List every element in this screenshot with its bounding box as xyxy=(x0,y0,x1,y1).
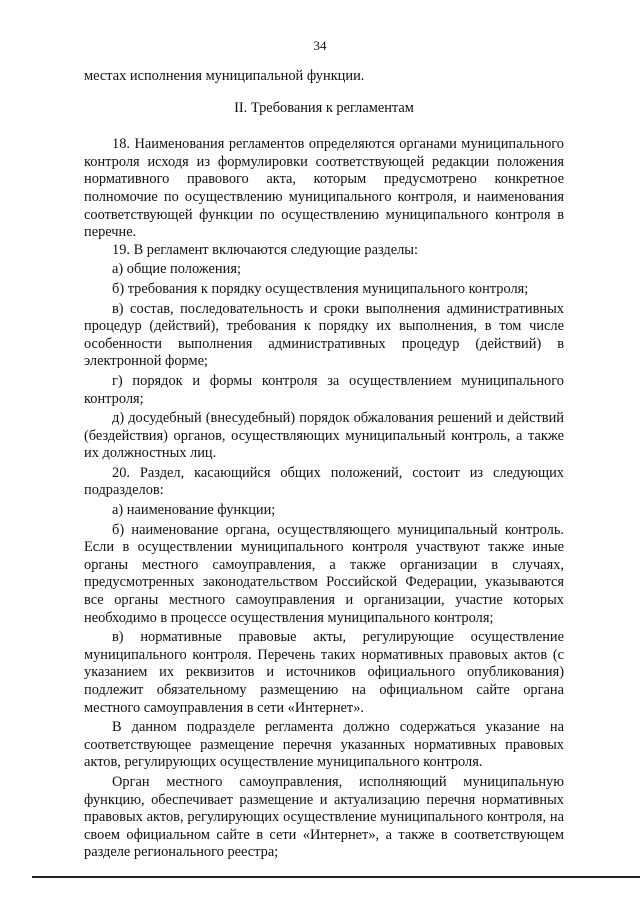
paragraph-18: 18. Наименования регламентов определяются органами муниципального контроля исходя из формулировки соответствующей редакции положения нормативного правового акта, которым предусмотрено конкретное полномочие по осуществлению муниципального контроля, и наименования соответствующей функции по осуществлению муниципального контроля в перечне. xyxy=(84,136,564,241)
paragraph-19: 19. В регламент включаются следующие разделы: xyxy=(112,241,418,258)
bottom-scan-rule xyxy=(32,876,640,878)
list-item-19c: в) состав, последовательность и сроки выполнения административных процедур (действий), требования к порядку их выполнения, в том числе особенности выполнения административных процедур (действий) в электронной форме; xyxy=(84,300,564,370)
list-item-20a: а) наименование функции; xyxy=(112,502,276,519)
list-item-19b: б) требования к порядку осуществления муниципального контроля; xyxy=(112,280,529,297)
continuation-text: местах исполнения муниципальной функции. xyxy=(84,68,365,84)
section-title: II. Требования к регламентам xyxy=(234,99,414,116)
document-body xyxy=(84,68,564,862)
list-item-19d: г) порядок и формы контроля за осуществлением муниципального контроля; xyxy=(84,372,564,407)
paragraph-authority-duty: Орган местного самоуправления, исполняющий муниципальную функцию, обеспечивает размещение и актуализацию перечня нормативных правовых актов, регулирующих осуществление муниципального контроля, на своем официальном сайте в сети «Интернет», а также в соответствующем разделе регионального реестра; xyxy=(84,773,564,861)
list-item-20b: б) наименование органа, осуществляющего муниципальный контроль. Если в осуществлении муниципального контроля участвуют также иные органы местного самоуправления, а также организации в случаях, предусмотренных законодательством Российской Федерации, указываются все органы местного самоуправления и организации, участие которых необходимо в процессе осуществления муниципального контроля; xyxy=(84,521,564,626)
page-number: 34 xyxy=(313,38,327,53)
paragraph-placement-note: В данном подразделе регламента должно содержаться указание на соответствующее размещение перечня указанных нормативных правовых актов, регулирующих осуществление муниципального контроля. xyxy=(84,719,564,771)
list-item-19e: д) досудебный (внесудебный) порядок обжалования решений и действий (бездействия) органов, осуществляющих муниципальный контроль, а также их должностных лиц. xyxy=(84,410,564,462)
paragraph-20: 20. Раздел, касающийся общих положений, состоит из следующих подразделов: xyxy=(84,464,564,499)
list-item-20c: в) нормативные правовые акты, регулирующие осуществление муниципального контроля. Перечень таких нормативных правовых актов (с указанием их реквизитов и источников официального опубликования) подлежит обязательному размещению на официальном сайте органа местного самоуправления в сети «Интернет». xyxy=(84,629,564,716)
list-item-19a: а) общие положения; xyxy=(112,261,241,278)
